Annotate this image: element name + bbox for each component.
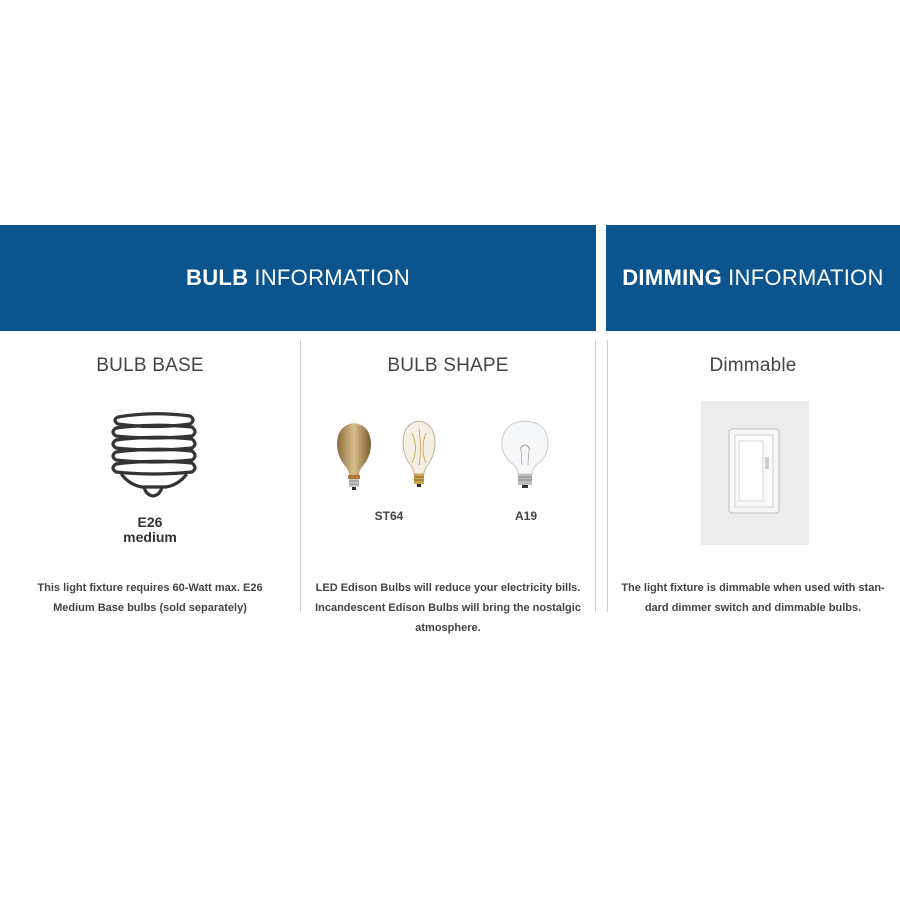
column-divider xyxy=(300,340,301,612)
a19-bulb-icon xyxy=(500,419,550,495)
column-divider xyxy=(595,340,596,612)
banner-rest-text: INFORMATION xyxy=(254,265,410,290)
shape-label-a19: A19 xyxy=(514,509,537,523)
bulb-base-title: BULB BASE xyxy=(96,355,204,376)
bulb-information-banner xyxy=(0,225,596,331)
bulb-base-type xyxy=(0,515,300,545)
banner-rest-text: INFORMATION xyxy=(728,265,884,290)
banner-bold-text: BULB xyxy=(186,265,249,290)
bulb-shape-title: BULB SHAPE xyxy=(387,355,509,376)
base-label-line1: E26 xyxy=(137,514,163,530)
dimming-information-banner xyxy=(606,225,900,331)
shape-label-st64: ST64 xyxy=(374,509,404,523)
dimming-description: The light fixture is dimmable when used with stan-dard dimmer switch and dimmable bulbs. xyxy=(621,582,885,614)
banner-bold-text: DIMMING xyxy=(622,265,723,290)
bulb-shape-description: LED Edison Bulbs will reduce your electricity bills. Incandescent Edison Bulbs will bring the nostalgic atmosphere. xyxy=(315,582,581,634)
bulb-base-description: This light fixture requires 60-Watt max. E26 Medium Base bulbs (sold separately) xyxy=(37,582,263,614)
edison-bulb-icon xyxy=(400,419,438,495)
edison-bulb-icon xyxy=(334,421,374,493)
dimmable-title: Dimmable xyxy=(709,355,797,376)
dimmer-switch-icon xyxy=(701,401,809,545)
base-label-line2: medium xyxy=(123,529,177,545)
screw-base-icon xyxy=(108,411,198,501)
column-divider xyxy=(607,340,608,612)
